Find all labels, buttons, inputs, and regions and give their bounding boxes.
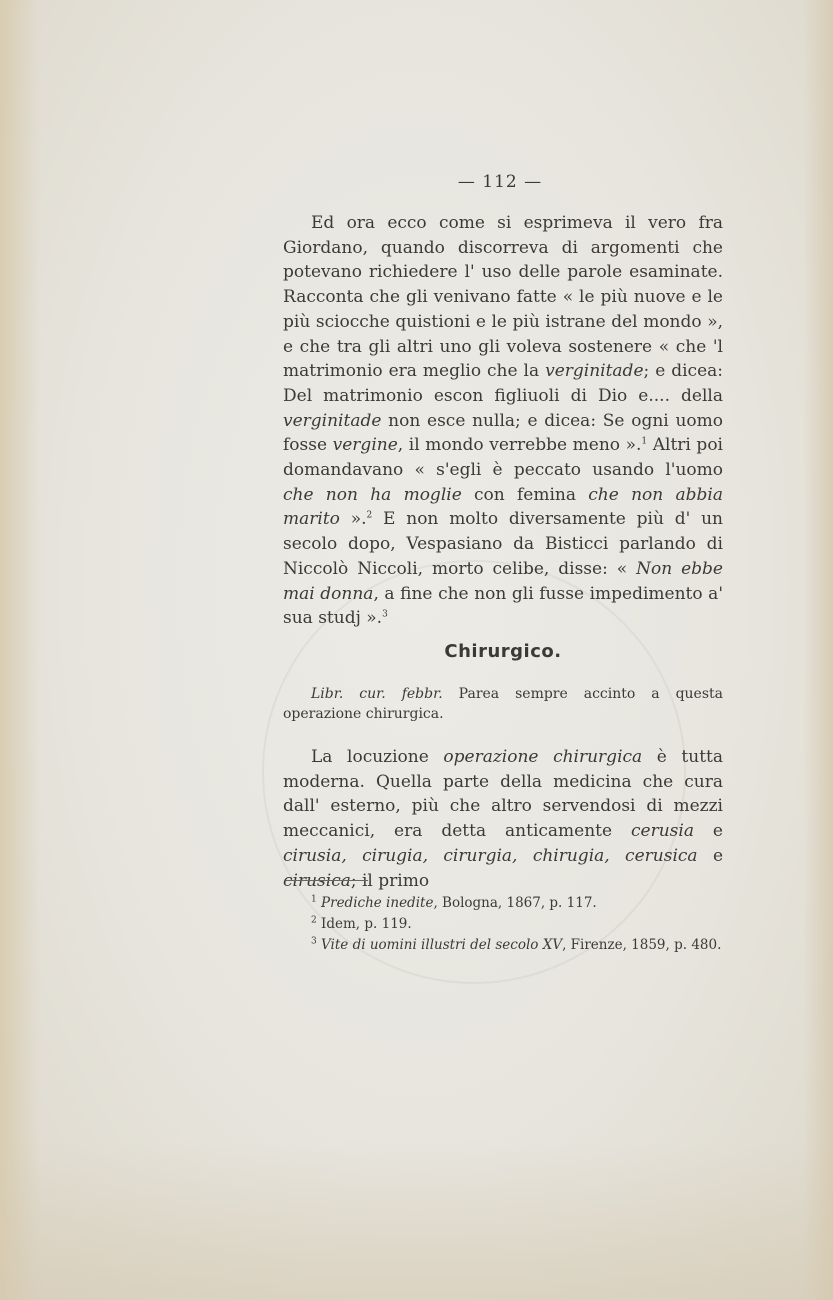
footnote-mark: 1 bbox=[311, 894, 317, 905]
italic-term: cerusia bbox=[631, 821, 694, 842]
footnote-3 bbox=[283, 935, 723, 956]
footnote-title: Vite di uomini illustri del secolo XV bbox=[321, 937, 563, 953]
italic-quote: Non ebbe mai donna bbox=[283, 558, 723, 604]
footnotes bbox=[283, 893, 723, 956]
paragraph-text: è tutta moderna. Quella parte della medicina che cura dall' esterno, più che altro servendosi di mezzi meccanici, era detta anticamente bbox=[283, 747, 723, 842]
paragraph-giordano bbox=[283, 211, 723, 631]
italic-term: verginitade bbox=[545, 361, 644, 382]
paragraph-text: e bbox=[697, 845, 724, 866]
paragraph-text: ; il primo bbox=[350, 870, 430, 891]
italic-term: operazione chirurgica bbox=[443, 747, 643, 767]
footnote-divider bbox=[286, 880, 368, 881]
italic-term: vergine bbox=[332, 435, 398, 456]
paragraph-text: E non molto diversamente più d' un secolo dopo, Vespasiano da Bisticci parlando di Niccolò Niccoli, morto celibe, disse: « bbox=[283, 509, 723, 579]
citation-source: Libr. cur. febbr. bbox=[311, 686, 443, 702]
paragraph-text: Ed ora ecco come si esprimeva il vero fra Giordano, quando discorreva di argomenti che potevano richiedere l' uso delle parole esaminate. Racconta che gli venivano fatte « le più nuove e le più sciocche quistioni e le più istrane del mondo », e che tra gli altri uno gli voleva sostenere « che 'l matrimonio era meglio che la bbox=[283, 213, 723, 382]
footnote-1 bbox=[283, 893, 723, 914]
footnote-text: Idem, p. 119. bbox=[321, 916, 412, 932]
page-number: — 112 — bbox=[457, 172, 543, 192]
paragraph-text: ; e dicea: Del matrimonio escon figliuoli di Dio e.... della bbox=[283, 361, 723, 406]
citation-text: Parea sempre accinto a questa operazione chirurgica. bbox=[283, 686, 723, 722]
page-edge-shadow-bottom bbox=[0, 1140, 833, 1300]
paragraph-text: ». bbox=[339, 509, 367, 530]
italic-term: cirusica bbox=[283, 870, 351, 891]
footnote-2 bbox=[283, 914, 723, 935]
footnote-ref: 2 bbox=[366, 510, 373, 521]
footnote-ref: 3 bbox=[382, 609, 388, 620]
paragraph-chirurgica bbox=[283, 745, 723, 893]
paragraph-text: , il mondo verrebbe meno ». bbox=[397, 435, 642, 456]
section-heading: Chirurgico. bbox=[444, 641, 562, 662]
italic-term: che non ha moglie bbox=[283, 484, 462, 505]
page-edge-shadow-left bbox=[0, 0, 40, 1300]
footnote-text: , Bologna, 1867, p. 117. bbox=[433, 895, 597, 911]
paragraph-text: non esce nulla; e dicea: Se ogni uomo fosse bbox=[283, 410, 723, 456]
paragraph-text: e bbox=[693, 821, 723, 842]
footnote-title: Prediche inedite bbox=[321, 895, 434, 911]
paragraph-text: con femina bbox=[461, 484, 589, 505]
italic-term: verginitade bbox=[283, 410, 382, 431]
italic-term: cirusia, cirugia, cirurgia, chirugia, cerusica bbox=[283, 845, 698, 866]
footnote-mark: 3 bbox=[311, 936, 317, 947]
footnote-text: , Firenze, 1859, p. 480. bbox=[562, 937, 722, 953]
page-edge-shadow-right bbox=[803, 0, 833, 1300]
citation-example bbox=[283, 684, 723, 724]
paragraph-text: La locuzione bbox=[311, 747, 444, 767]
footnote-ref: 1 bbox=[641, 436, 648, 447]
italic-term: che non abbia marito bbox=[283, 484, 723, 530]
footnote-mark: 2 bbox=[311, 915, 317, 926]
paragraph-text: , a fine che non gli fusse impedimento a' sua studj ». bbox=[283, 583, 723, 629]
paragraph-text: Altri poi domandavano « s'egli è peccato usando l'uomo bbox=[283, 435, 723, 481]
